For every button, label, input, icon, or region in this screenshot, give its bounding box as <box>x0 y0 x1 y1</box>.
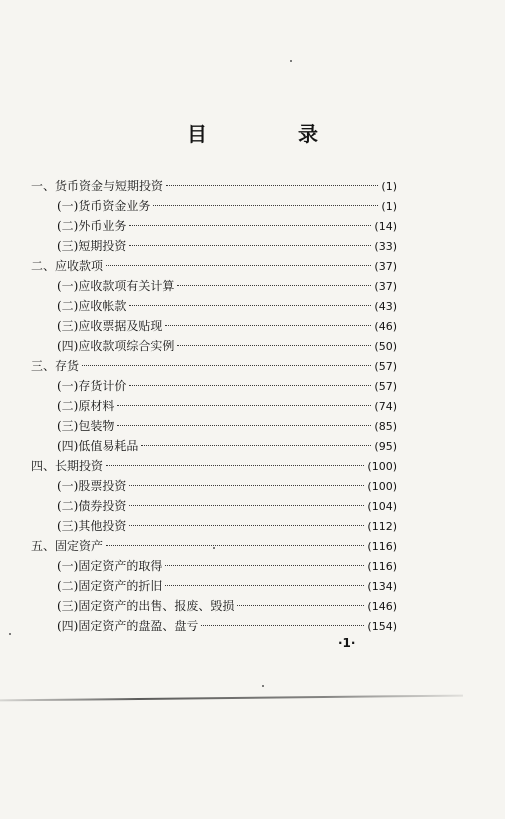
toc-page-ref: (100) <box>367 480 397 493</box>
toc-subsection[interactable] <box>57 276 397 296</box>
toc-entry-label: (三)应收票据及贴现 <box>57 319 163 333</box>
toc-entry-label: 五、固定资产 <box>31 539 104 553</box>
toc-section-1[interactable] <box>31 176 397 196</box>
toc-entry-label: (二)外币业务 <box>57 219 127 233</box>
toc-subsection[interactable] <box>57 616 397 636</box>
toc-page-ref: (116) <box>367 540 397 553</box>
page-number: ·1· <box>338 636 356 650</box>
dot-leader <box>141 445 371 446</box>
page-title: 目 录 <box>187 122 360 146</box>
dot-leader <box>129 225 371 226</box>
toc-page-ref: (46) <box>374 320 397 333</box>
toc-page-ref: (57) <box>374 380 397 393</box>
dot-leader <box>129 305 371 306</box>
toc-page-ref: (57) <box>374 360 397 373</box>
toc-entry-label: (三)固定资产的出售、报废、毁损 <box>57 599 235 613</box>
toc-subsection[interactable] <box>57 396 397 416</box>
toc-section-5[interactable] <box>31 536 397 556</box>
toc-entry-label: (三)短期投资 <box>57 239 127 253</box>
toc-subsection[interactable] <box>57 576 397 596</box>
dot-leader <box>106 465 364 466</box>
toc-subsection[interactable] <box>57 596 397 616</box>
toc-subsection[interactable] <box>57 216 397 236</box>
toc-page-ref: (14) <box>374 220 397 233</box>
toc-entry-label: (一)应收款项有关计算 <box>57 279 175 293</box>
toc-entry-label: (三)其他投资 <box>57 519 127 533</box>
toc-page-ref: (1) <box>381 200 397 213</box>
dot-leader <box>129 505 364 506</box>
toc-subsection[interactable] <box>57 196 397 216</box>
toc-page-ref: (100) <box>367 460 397 473</box>
toc-entry-label: (二)债券投资 <box>57 499 127 513</box>
toc-entry-label: (四)低值易耗品 <box>57 439 139 453</box>
toc-page-ref: (112) <box>367 520 397 533</box>
toc-page-ref: (85) <box>374 420 397 433</box>
dot-leader <box>106 545 364 546</box>
toc-entry-label: (一)股票投资 <box>57 479 127 493</box>
dot-leader <box>177 345 371 346</box>
toc-page-ref: (154) <box>367 620 397 633</box>
toc-page-ref: (116) <box>367 560 397 573</box>
toc-page-ref: (95) <box>374 440 397 453</box>
toc-entry-label: 三、存货 <box>31 359 80 373</box>
dot-leader <box>166 185 378 186</box>
toc-entry-label: (三)包装物 <box>57 419 115 433</box>
toc-entry-label: 二、应收款项 <box>31 259 104 273</box>
dot-leader <box>165 585 364 586</box>
dot-leader <box>117 405 371 406</box>
toc-subsection[interactable] <box>57 436 397 456</box>
toc-page-ref: (37) <box>374 280 397 293</box>
dot-leader <box>129 385 371 386</box>
scan-speck <box>9 633 11 635</box>
toc-subsection[interactable] <box>57 416 397 436</box>
toc-entry-label: (一)货币资金业务 <box>57 199 151 213</box>
toc-section-2[interactable] <box>31 256 397 276</box>
toc-subsection[interactable] <box>57 336 397 356</box>
toc-page-ref: (33) <box>374 240 397 253</box>
dot-leader <box>165 325 371 326</box>
toc-entry-label: 一、货币资金与短期投资 <box>31 179 164 193</box>
dot-leader <box>201 625 364 626</box>
toc-subsection[interactable] <box>57 376 397 396</box>
toc-section-4[interactable] <box>31 456 397 476</box>
toc-entry-label: 四、长期投资 <box>31 459 104 473</box>
toc-subsection[interactable] <box>57 556 397 576</box>
toc-entry-label: (四)固定资产的盘盈、盘亏 <box>57 619 199 633</box>
toc-subsection[interactable] <box>57 236 397 256</box>
toc-subsection[interactable] <box>57 296 397 316</box>
toc-page-ref: (134) <box>367 580 397 593</box>
toc-entry-label: (二)原材料 <box>57 399 115 413</box>
dot-leader <box>177 285 371 286</box>
toc-page-ref: (74) <box>374 400 397 413</box>
toc-subsection[interactable] <box>57 316 397 336</box>
toc-subsection[interactable] <box>57 496 397 516</box>
dot-leader <box>237 605 364 606</box>
scan-speck <box>290 60 292 62</box>
toc-entry-label: (二)固定资产的折旧 <box>57 579 163 593</box>
dot-leader <box>82 365 371 366</box>
toc-section-3[interactable] <box>31 356 397 376</box>
toc-page-ref: (146) <box>367 600 397 613</box>
dot-leader <box>129 245 371 246</box>
dot-leader <box>117 425 371 426</box>
toc-entry-label: (二)应收帐款 <box>57 299 127 313</box>
toc-entry-label: (一)固定资产的取得 <box>57 559 163 573</box>
dot-leader <box>106 265 371 266</box>
toc-subsection[interactable] <box>57 476 397 496</box>
dot-leader <box>153 205 378 206</box>
toc-page-ref: (50) <box>374 340 397 353</box>
dot-leader <box>165 565 364 566</box>
toc-page-ref: (104) <box>367 500 397 513</box>
toc-entry-label: (一)存货计价 <box>57 379 127 393</box>
scan-speck <box>262 685 264 687</box>
dot-leader <box>129 485 364 486</box>
scan-speck <box>213 547 215 549</box>
toc-page-ref: (43) <box>374 300 397 313</box>
toc-entry-label: (四)应收款项综合实例 <box>57 339 175 353</box>
dot-leader <box>129 525 364 526</box>
toc-subsection[interactable] <box>57 516 397 536</box>
toc-page-ref: (1) <box>381 180 397 193</box>
toc-page-ref: (37) <box>374 260 397 273</box>
